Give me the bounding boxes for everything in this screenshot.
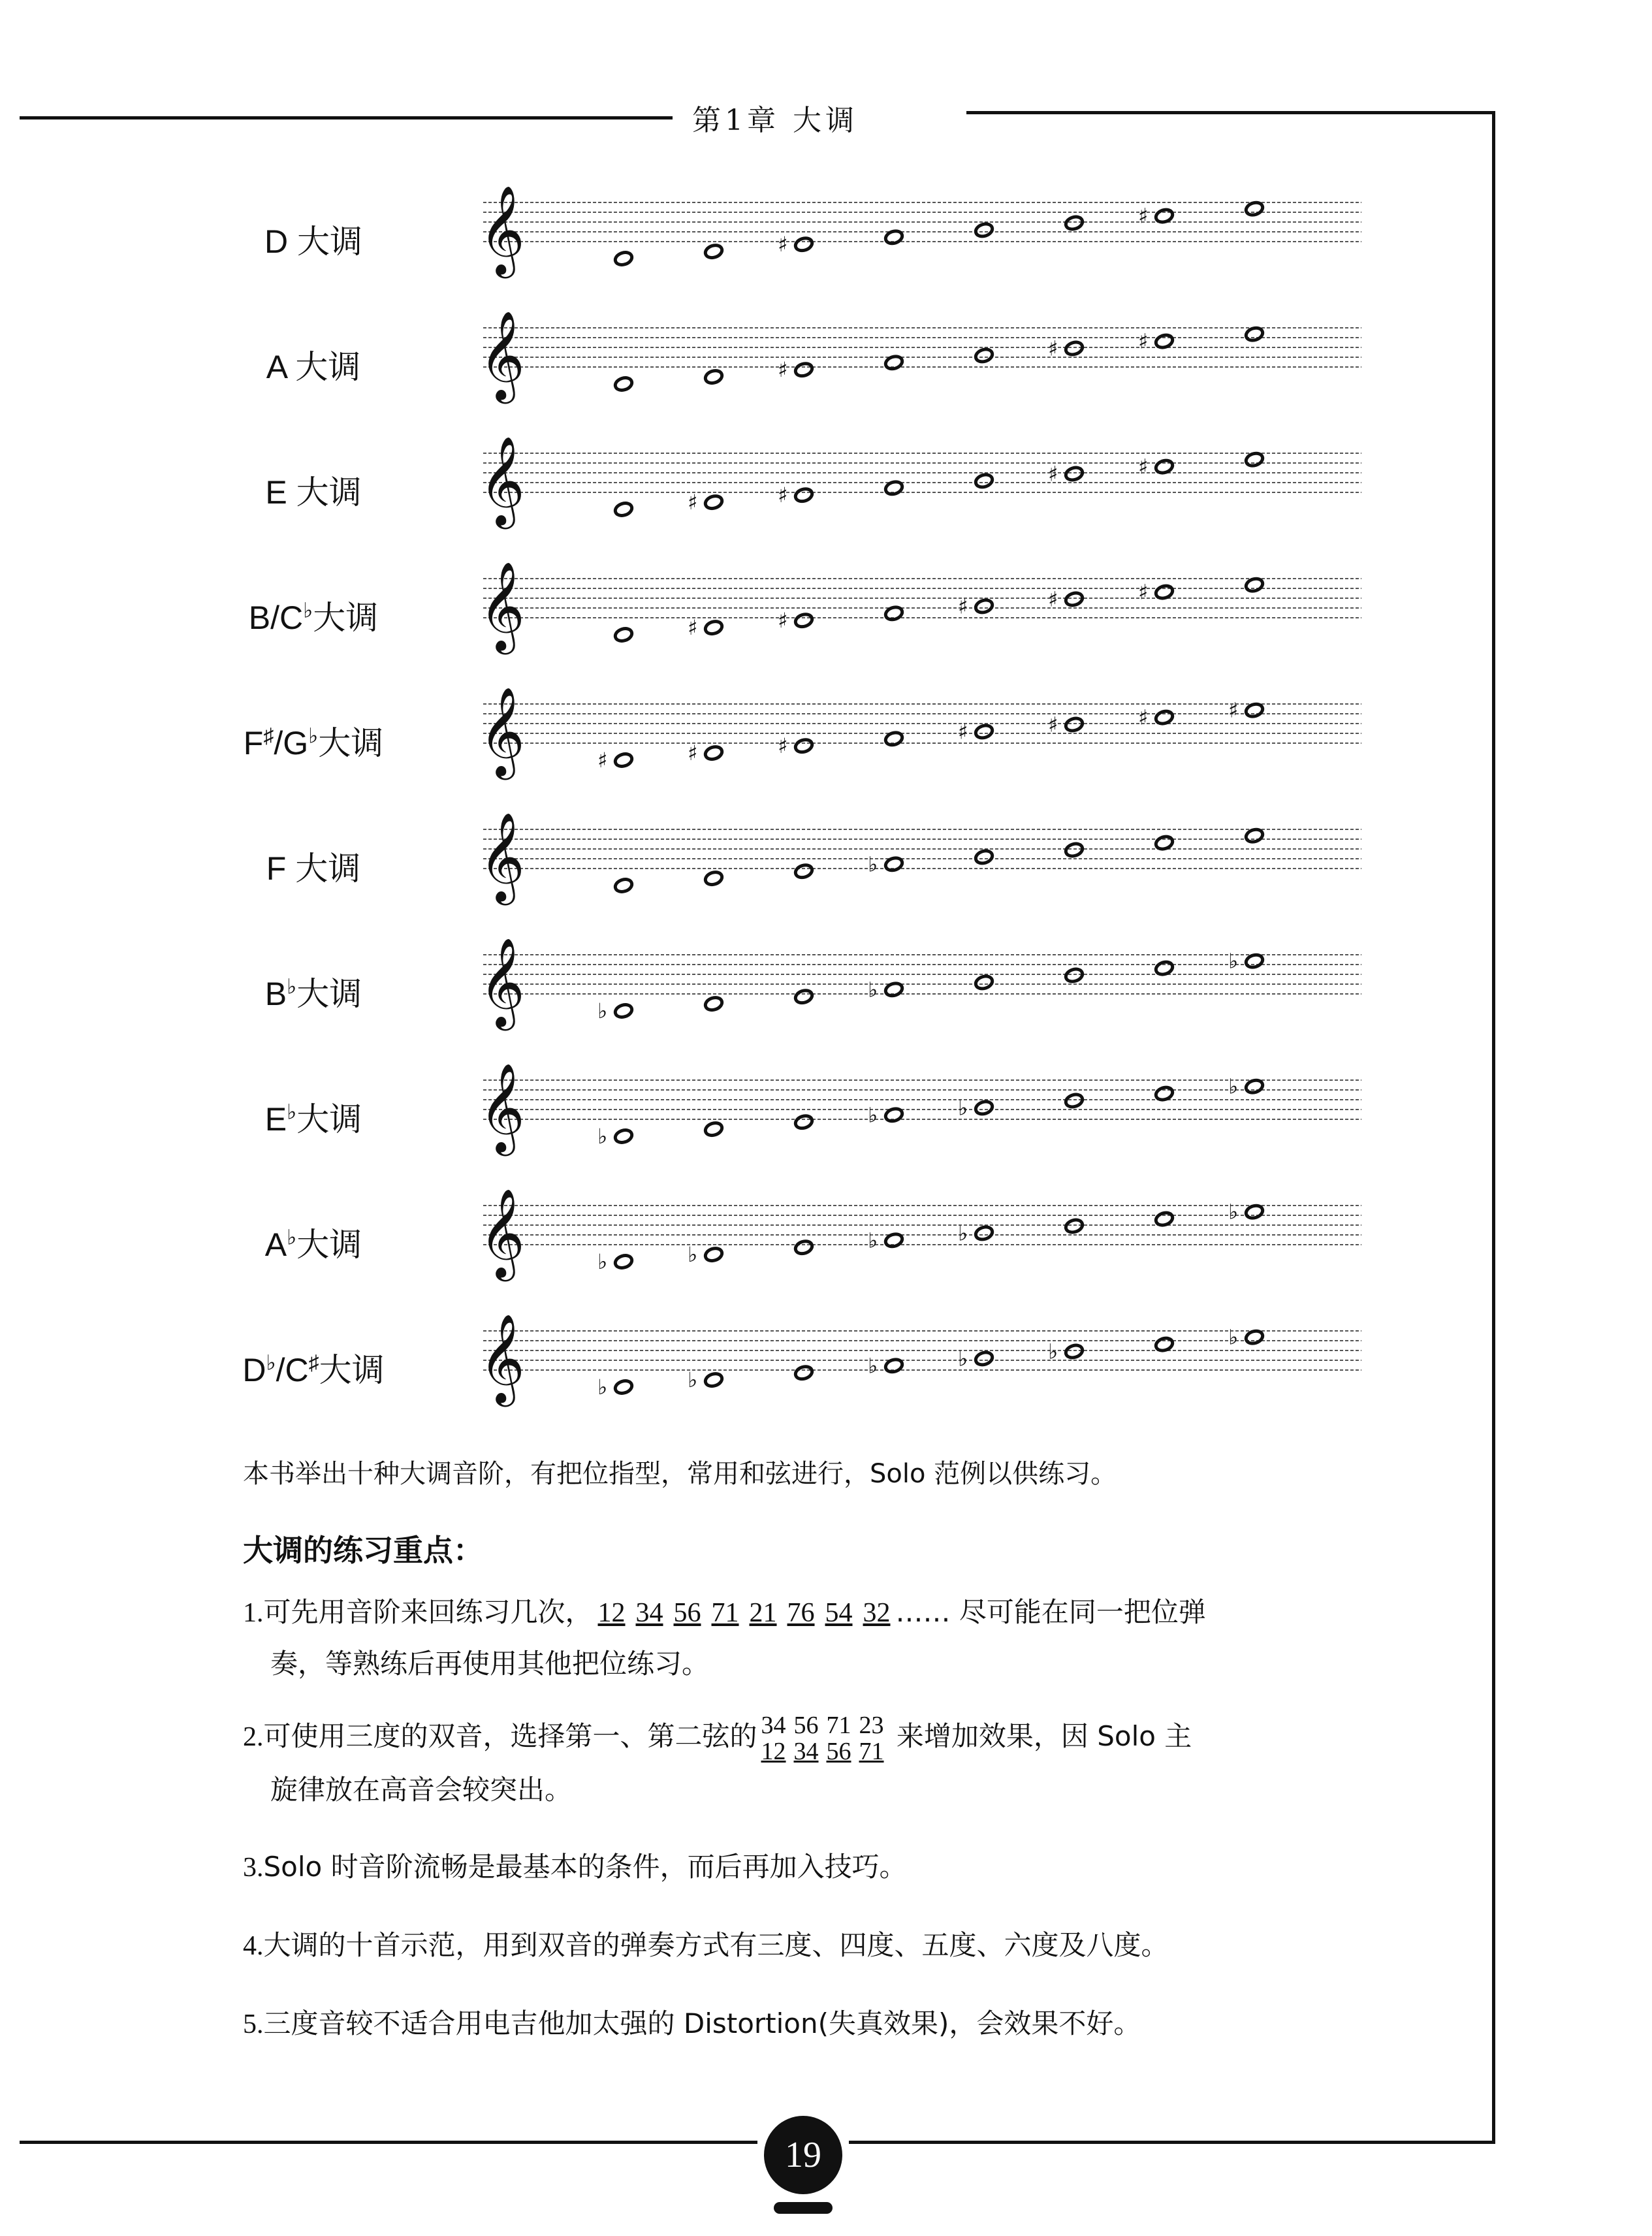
- page-number-shadow: [774, 2202, 833, 2214]
- scale-note: [974, 222, 994, 238]
- list-item-4: [243, 1920, 1366, 1972]
- scale-note: [1154, 1336, 1174, 1352]
- flat-icon: ♭: [868, 1228, 878, 1253]
- notation-pair-bottom: 71: [859, 1737, 884, 1765]
- notation-pair: [761, 1712, 786, 1765]
- scale-label-tail: 大调: [318, 725, 384, 761]
- notation-group: 56: [673, 1598, 701, 1628]
- treble-clef-icon: 𝄞: [479, 310, 525, 400]
- scale-label-tail: 大调: [288, 223, 362, 260]
- scale-label-key: D: [264, 223, 289, 260]
- list-item-2: [243, 1711, 1366, 1815]
- flat-icon: ♭: [597, 1124, 608, 1149]
- scale-note: [1064, 215, 1084, 231]
- sharp-icon: ♯: [778, 232, 788, 257]
- flat-icon: ♭: [597, 998, 608, 1023]
- sharp-icon: ♯: [597, 748, 608, 773]
- sharp-icon: ♯: [778, 733, 788, 759]
- scale-note: [974, 849, 994, 865]
- flat-icon: ♭: [868, 977, 878, 1002]
- scale-note: [1138, 204, 1174, 229]
- scale-label-suffix2: ♭: [308, 724, 319, 748]
- focus-title: 大调的练习重点：: [243, 1533, 483, 1568]
- scale-note: [704, 244, 723, 260]
- flat-icon: ♭: [688, 1242, 698, 1268]
- scale-note: [597, 1375, 633, 1399]
- footer-rule-right: [849, 2141, 1495, 2144]
- flat-icon: ♭: [1228, 1324, 1239, 1350]
- notation-group: 21: [749, 1598, 777, 1628]
- notation-pair-bottom: 34: [793, 1737, 819, 1765]
- sharp-icon: ♯: [1048, 712, 1058, 737]
- scale-note: [868, 977, 904, 1002]
- treble-clef-icon: 𝄞: [479, 184, 525, 274]
- scale-note: [794, 1114, 814, 1130]
- scale-note: [1138, 329, 1174, 354]
- scale-note: [974, 347, 994, 364]
- scale-label-key: D: [242, 1352, 266, 1388]
- treble-clef-icon: 𝄞: [479, 1062, 525, 1152]
- scale-note: [778, 483, 814, 507]
- notation-pair-top: 23: [859, 1711, 884, 1739]
- scale-note: [1064, 1093, 1084, 1109]
- notation-group: 76: [787, 1598, 815, 1628]
- scale-note: [1228, 1325, 1264, 1350]
- sharp-icon: ♯: [688, 741, 698, 766]
- scale-label-suffix2: ♯: [308, 1350, 319, 1375]
- item-tail: 来增加效果，因 Solo 主: [887, 1720, 1192, 1752]
- notation-group: 12: [597, 1598, 626, 1628]
- scale-label-key: F: [266, 850, 287, 887]
- flat-icon: ♭: [597, 1375, 608, 1399]
- sharp-icon: ♯: [1138, 203, 1149, 229]
- notation-pair: [794, 1712, 819, 1765]
- flat-icon: ♭: [958, 1346, 968, 1371]
- sharp-icon: ♯: [778, 608, 788, 633]
- scale-note: [778, 608, 814, 633]
- scale-note: [868, 1102, 904, 1127]
- sharp-icon: ♯: [1048, 336, 1058, 361]
- scale-label-tail: 大调: [296, 976, 362, 1012]
- scale-note: [1228, 1200, 1264, 1224]
- list-item-1: [243, 1587, 1366, 1689]
- flat-icon: ♭: [688, 1367, 698, 1393]
- scale-note: [974, 473, 994, 489]
- flat-icon: ♭: [958, 1095, 968, 1121]
- scale-note: [1138, 580, 1174, 605]
- scale-note: [974, 974, 994, 991]
- sharp-icon: ♯: [958, 594, 968, 619]
- scale-note: [688, 490, 723, 515]
- flat-icon: ♭: [597, 1249, 608, 1274]
- scale-label-key: A: [264, 1226, 287, 1263]
- scale-label-suffix: ♭: [303, 598, 313, 622]
- sharp-icon: ♯: [1138, 328, 1149, 354]
- item-number: 3.: [243, 1853, 264, 1883]
- notation-pair: [827, 1712, 851, 1765]
- footer-rule-left: [20, 2141, 757, 2144]
- flat-icon: ♭: [868, 852, 878, 877]
- scale-label-key: B: [264, 976, 287, 1012]
- scale-note: [704, 870, 723, 887]
- scale-note: [1064, 1218, 1084, 1234]
- scale-note: [778, 733, 814, 758]
- sharp-icon: ♯: [958, 719, 968, 744]
- list-item-3: [243, 1842, 1366, 1893]
- scale-label-mid: /G: [274, 725, 309, 761]
- scale-label-tail: 大调: [287, 474, 362, 511]
- scale-label-tail: 大调: [286, 349, 361, 385]
- scale-note: [778, 357, 814, 382]
- notation-pair-top: 71: [826, 1711, 851, 1739]
- scale-note: [597, 1124, 633, 1149]
- scale-note: [1154, 960, 1174, 976]
- notation-pair-bottom: 56: [826, 1737, 851, 1765]
- scale-note: [597, 1249, 633, 1274]
- notation-pair-top: 56: [793, 1711, 819, 1739]
- scale-label-suffix: ♭: [287, 1100, 297, 1124]
- scale-note: [1228, 698, 1264, 723]
- treble-clef-icon: 𝄞: [479, 1313, 525, 1403]
- scale-note: [794, 989, 814, 1005]
- flat-icon: ♭: [1228, 1074, 1239, 1099]
- scale-label-tail: 大调: [319, 1352, 385, 1388]
- scale-note: [1154, 1085, 1174, 1102]
- list-item-5: [243, 1998, 1366, 2050]
- scale-note: [597, 748, 633, 773]
- scale-note: [1228, 1074, 1264, 1099]
- scale-label-key: A: [266, 349, 287, 385]
- scale-note: [688, 741, 723, 765]
- scale-note: [1138, 705, 1174, 730]
- flat-icon: ♭: [1228, 948, 1239, 974]
- scale-note: [597, 998, 633, 1023]
- flat-icon: ♭: [868, 1102, 878, 1128]
- scale-note: [688, 1367, 723, 1392]
- sharp-icon: ♯: [688, 615, 698, 641]
- item-number: 4.: [243, 1931, 264, 1961]
- treble-clef-icon: 𝄞: [479, 811, 525, 901]
- scale-label-mid: /C: [276, 1352, 309, 1388]
- sharp-icon: ♯: [1228, 697, 1239, 723]
- notation-group: 32: [863, 1598, 891, 1628]
- scale-note: [868, 1353, 904, 1378]
- sharp-icon: ♯: [1048, 461, 1058, 487]
- scale-note: [614, 375, 633, 392]
- scale-note: [1154, 1211, 1174, 1227]
- item-text: 三度音较不适合用电吉他加太强的 Distortion(失真效果)，会效果不好。: [263, 2007, 1141, 2039]
- scale-note: [1138, 455, 1174, 479]
- scale-note: [688, 1242, 723, 1267]
- scale-note: [704, 996, 723, 1012]
- item-number: 2.: [243, 1722, 264, 1752]
- scale-label-suffix: ♭: [287, 1225, 297, 1249]
- item-text: 大调的十首示范，用到双音的弹奏方式有三度、四度、五度、六度及八度。: [263, 1929, 1169, 1961]
- scale-label-tail: 大调: [313, 599, 379, 636]
- scale-note: [1154, 835, 1174, 851]
- notation-pair: [859, 1712, 884, 1765]
- notation-group: 54: [825, 1598, 853, 1628]
- item-number: 1.: [243, 1598, 264, 1628]
- scale-note: [704, 369, 723, 385]
- scale-note: [1064, 842, 1084, 858]
- item-text: Solo 时音阶流畅是最基本的条件，而后再加入技巧。: [263, 1851, 907, 1883]
- item-line2: 奏，等熟练后再使用其他把位练习。: [270, 1648, 710, 1680]
- sharp-icon: ♯: [778, 357, 788, 383]
- scale-note: [868, 1228, 904, 1253]
- treble-clef-icon: 𝄞: [479, 435, 525, 525]
- intro-text: 本书举出十种大调音阶，有把位指型，常用和弦进行，Solo 范例以供练习。: [243, 1459, 1117, 1489]
- scale-note: [778, 232, 814, 257]
- notation-group: 71: [711, 1598, 739, 1628]
- scale-note: [868, 852, 904, 876]
- scale-label-key: E: [264, 1101, 287, 1138]
- notation-pair-bottom: 12: [761, 1737, 786, 1765]
- scale-label-key: E: [265, 474, 287, 511]
- flat-icon: ♭: [868, 1353, 878, 1379]
- item-line2: 旋律放在高音会较突出。: [270, 1773, 573, 1806]
- scale-note: [688, 615, 723, 640]
- sharp-icon: ♯: [688, 490, 698, 515]
- item-lead: 可使用三度的双音，选择第一、第二弦的: [263, 1720, 757, 1752]
- scale-label-suffix: ♭: [287, 974, 297, 998]
- notation-group: 34: [635, 1598, 663, 1628]
- scale-label-suffix: ♭: [266, 1350, 276, 1375]
- scale-note: [614, 501, 633, 517]
- sharp-icon: ♯: [1048, 586, 1058, 612]
- treble-clef-icon: 𝄞: [479, 560, 525, 650]
- flat-icon: ♭: [958, 1221, 968, 1246]
- scale-label-tail: 大调: [296, 1101, 362, 1138]
- scale-note: [614, 250, 633, 266]
- sharp-icon: ♯: [778, 483, 788, 508]
- scale-label-key: B/C: [248, 599, 304, 636]
- scale-note: [1064, 967, 1084, 983]
- treble-clef-icon: 𝄞: [479, 1187, 525, 1277]
- scale-label-key: F: [243, 725, 264, 761]
- item-lead: 可先用音阶来回练习几次，: [263, 1596, 593, 1628]
- sharp-icon: ♯: [1138, 579, 1149, 605]
- scale-label-tail: 大调: [296, 1226, 362, 1263]
- notation-pair-top: 34: [761, 1711, 786, 1739]
- treble-clef-icon: 𝄞: [479, 686, 525, 776]
- scale-note: [614, 626, 633, 643]
- sharp-icon: ♯: [1138, 705, 1149, 730]
- scale-note: [794, 863, 814, 880]
- scale-note: [794, 1365, 814, 1381]
- scale-note: [794, 1239, 814, 1256]
- chapter-header: 第1章 大调: [692, 104, 858, 137]
- treble-clef-icon: 𝄞: [479, 936, 525, 1027]
- flat-icon: ♭: [1228, 1199, 1239, 1224]
- page-number: 19: [764, 2116, 842, 2194]
- item-tail: …… 尽可能在同一把位弹: [895, 1596, 1206, 1628]
- scale-note: [1228, 949, 1264, 974]
- scale-note: [614, 877, 633, 893]
- sharp-icon: ♯: [1138, 454, 1149, 479]
- scale-note: [704, 1121, 723, 1138]
- scale-label-suffix: ♯: [263, 724, 274, 748]
- scale-label-tail: 大调: [286, 850, 361, 887]
- item-number: 5.: [243, 2009, 264, 2039]
- flat-icon: ♭: [1048, 1339, 1058, 1364]
